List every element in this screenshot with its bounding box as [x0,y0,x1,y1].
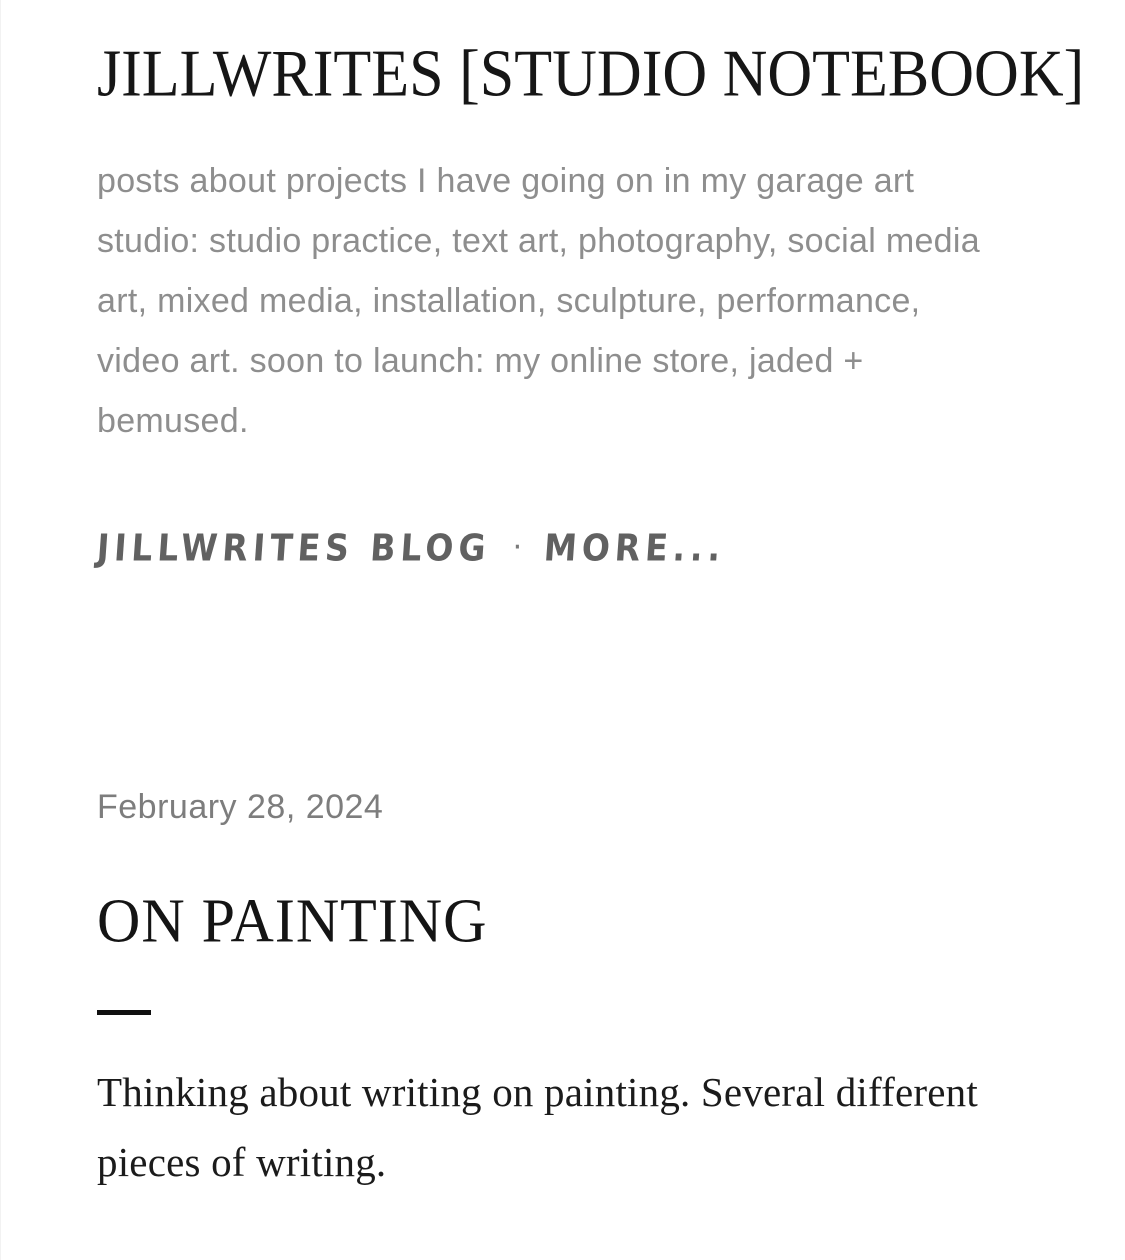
nav-separator-dot: · [512,529,523,565]
nav-link-more[interactable]: MORE... [542,525,728,570]
post-title-link[interactable]: ON PAINTING [97,886,488,956]
site-header [95,36,1085,575]
site-description: posts about projects I have going on in my garage art studio: studio practice, text art, photography, social media art, mixed media, installation, sculpture, performance, video art. soon to launch: my online store, jaded + bemused. [97,162,980,441]
post-divider [97,1010,151,1015]
nav-link-jillwrites-blog[interactable]: JILLWRITES BLOG [95,525,493,570]
post-entry [97,787,1025,1197]
site-title-link[interactable]: JILLWRITES [STUDIO NOTEBOOK] [97,37,1085,111]
site-nav [97,519,1025,575]
post-excerpt: Thinking about writing on painting. Several different pieces of writing. [97,1069,978,1186]
post-date-link[interactable]: February 28, 2024 [97,788,384,827]
